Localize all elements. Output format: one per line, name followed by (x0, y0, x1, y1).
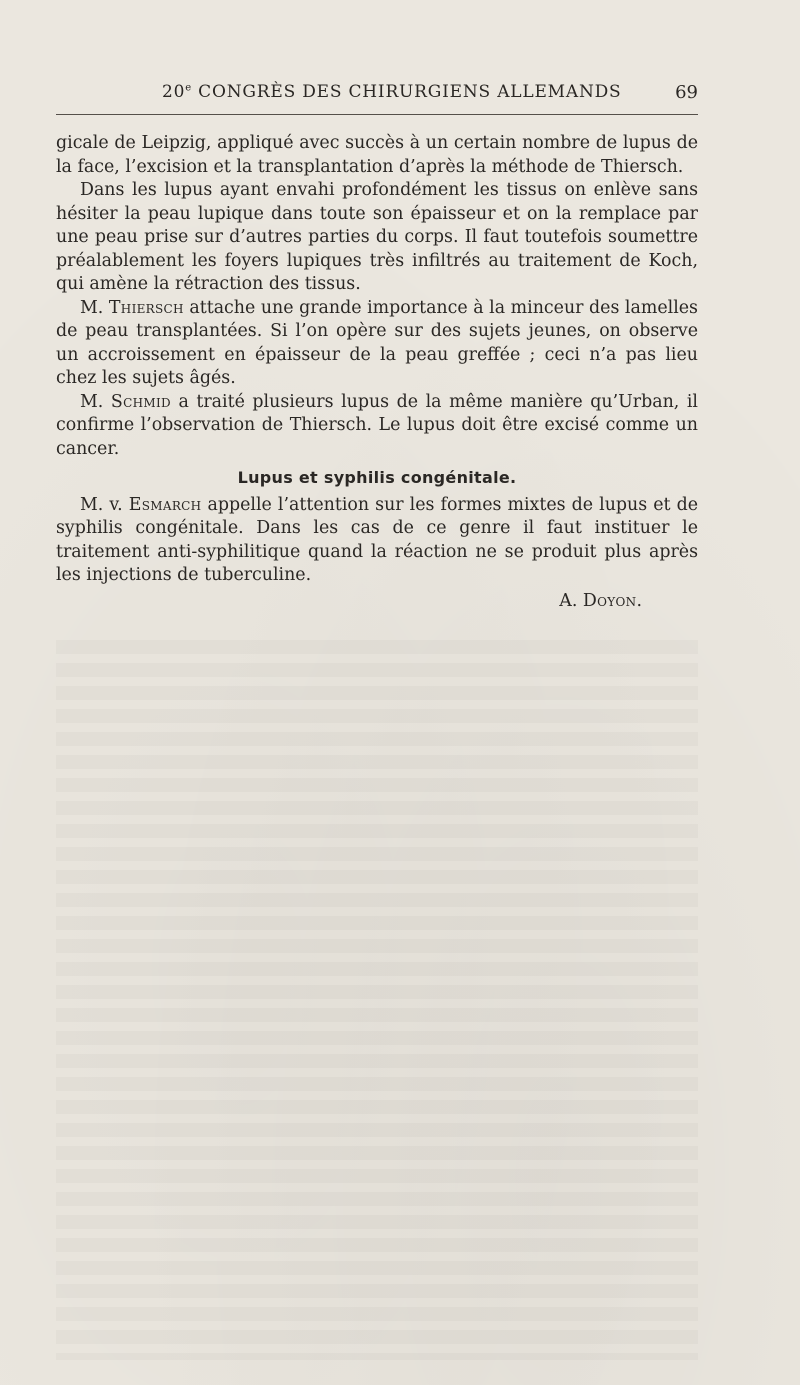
speaker-name: Esmarch (128, 494, 202, 515)
page-number: 69 (675, 82, 698, 103)
paragraph-thiersch (56, 297, 698, 391)
paragraph-esmarch (56, 494, 698, 588)
running-title (162, 82, 622, 102)
speaker-name: Thiersch (108, 297, 184, 318)
paragraph-schmid (56, 391, 698, 462)
speaker-prefix: M. v. (80, 494, 129, 515)
paragraph-text: attache une grande importance à la minceur des lamelles de peau transplantées. Si l’on opère sur des sujets jeunes, on observe un accroissement en épaisseur de la peau greffée ; ceci n’a pas lieu chez les sujets âgés. (56, 297, 698, 388)
paragraph-lupus-treatment: Dans les lupus ayant envahi profondément les tissus on enlève sans hésiter la peau lupique dans toute son épaisseur et on la remplace par une peau prise sur d’autres parties du corps. Il faut toutefois soumettre préalablement les foyers lupiques très infiltrés au traitement de Koch, qui amène la rétraction des tissus. (56, 180, 698, 294)
paragraph-text: a traité plusieurs lupus de la même manière qu’Urban, il confirme l’observation de Thiersch. Le lupus doit être excisé comme un cancer. (56, 391, 698, 459)
speaker-prefix: M. (80, 391, 111, 412)
signature-period: . (636, 590, 642, 611)
running-header (56, 82, 698, 112)
edition-number: 20 (162, 82, 186, 102)
paragraph-text: appelle l’attention sur les formes mixtes de lupus et de syphilis congénitale. Dans les cas de ce genre il faut instituer le traitement anti-syphilitique quand la réaction ne se produit plus après les injections de tuberculine. (56, 494, 699, 585)
body-text (56, 132, 698, 613)
author-signature (56, 590, 698, 614)
author-name: Doyon (582, 590, 637, 611)
paragraph-continuation: gicale de Leipzig, appliqué avec succès à un certain nombre de lupus de la face, l’excision et la transplantation d’après la méthode de Thiersch. (56, 133, 698, 177)
section-heading: Lupus et syphilis congénitale. (237, 468, 517, 487)
running-title-text: CONGRÈS DES CHIRURGIENS ALLEMANDS (191, 82, 622, 102)
author-initial: A. (559, 590, 583, 611)
speaker-prefix: M. (80, 297, 109, 318)
header-rule (56, 114, 698, 115)
bleed-through-texture (56, 640, 698, 1360)
edition-suffix: e (185, 82, 192, 94)
speaker-name: Schmid (110, 391, 171, 412)
